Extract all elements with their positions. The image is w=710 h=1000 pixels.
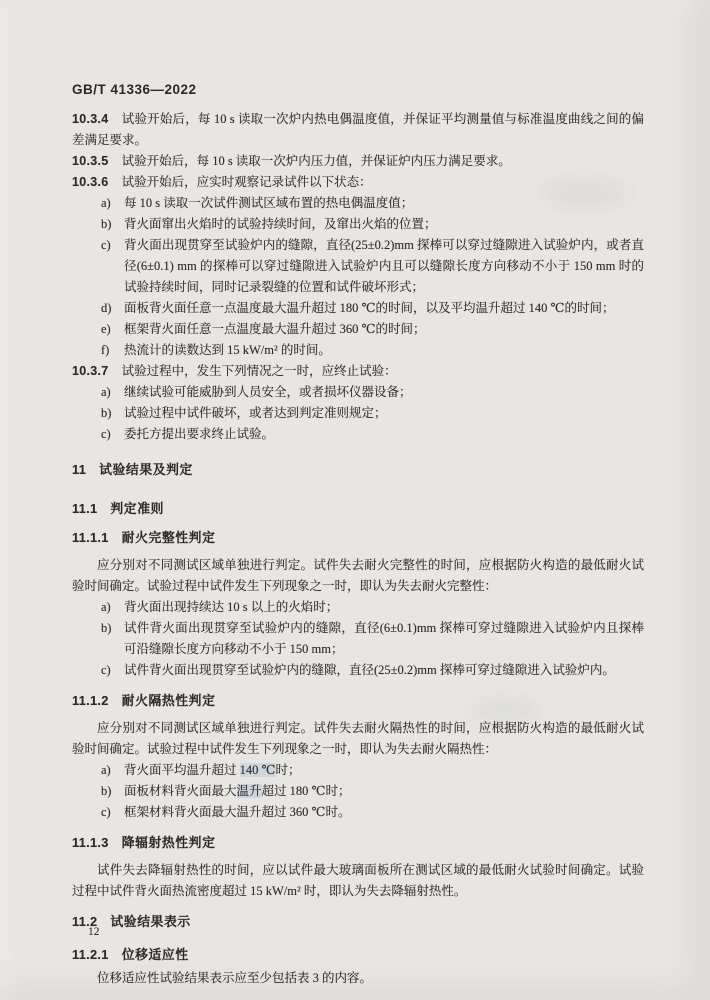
clause-number: 10.3.4 — [72, 112, 109, 126]
list-item — [72, 193, 644, 214]
item-label: e) — [101, 322, 111, 336]
section-heading-11-1-2 — [72, 690, 644, 711]
paragraph-11-1-2: 应分别对不同测试区域单独进行判定。试件失去耐火隔热性的时间，应根据防火构造的最低耐火试验时间确定。试验过程中试件发生下列现象之一时，即认为失去耐火隔热性： — [72, 721, 644, 756]
list-item — [72, 660, 644, 681]
item-text: 背火面窜出火焰时的试验持续时间，及窜出火焰的位置； — [124, 217, 437, 231]
item-text: 试验过程中试件破坏，或者达到判定准则规定； — [124, 406, 387, 420]
page-number: 12 — [88, 926, 100, 938]
list-item — [72, 340, 644, 361]
clause-10-3-6-list — [72, 193, 644, 361]
item-label: a) — [101, 196, 111, 210]
list-item — [72, 760, 644, 781]
item-label: b) — [101, 621, 112, 635]
list-item — [72, 235, 644, 298]
clause-10-3-4 — [72, 109, 644, 151]
heading-number: 11.1 — [72, 501, 98, 516]
item-label: a) — [101, 763, 111, 777]
item-text: 试件背火面出现贯穿至试验炉内的缝隙，直径(6±0.1)mm 探棒可穿过缝隙进入试验炉内且探棒可沿缝隙长度方向移动不小于 150 mm； — [124, 621, 644, 656]
item-label: c) — [101, 427, 111, 441]
item-text: 面板背火面任意一点温度最大温升超过 180 ℃的时间，以及平均温升超过 140 ℃的时间； — [124, 301, 615, 315]
heading-number: 11.2.1 — [72, 947, 109, 962]
item-text: 背火面平均温升超过 140 ℃时； — [124, 763, 301, 777]
heading-number: 11.1.1 — [72, 530, 109, 545]
item-text: 试件背火面出现贯穿至试验炉内的缝隙，直径(25±0.2)mm 探棒可穿过缝隙进入试验炉内。 — [124, 663, 615, 677]
list-item — [72, 802, 644, 823]
item-label: a) — [101, 385, 111, 399]
section-heading-11-2 — [72, 911, 644, 932]
list-item — [72, 403, 644, 424]
standard-code-header: GB/T 41336—2022 — [72, 82, 197, 97]
list-item — [72, 298, 644, 319]
heading-title: 试验结果表示 — [110, 914, 191, 929]
list-item — [72, 618, 644, 660]
list-item — [72, 781, 644, 802]
section-heading-11-1-1 — [72, 527, 644, 548]
heading-number: 11.1.2 — [72, 693, 109, 708]
item-text: 热流计的读数达到 15 kW/m² 的时间。 — [124, 343, 331, 357]
item-text: 面板材料背火面最大温升超过 180 ℃时； — [124, 784, 351, 798]
heading-title: 判定准则 — [110, 501, 164, 516]
item-label: f) — [101, 343, 110, 357]
section-heading-11 — [72, 459, 644, 480]
item-label: b) — [101, 784, 112, 798]
heading-title: 耐火隔热性判定 — [121, 693, 216, 708]
section-heading-11-2-1 — [72, 944, 644, 965]
heading-title: 降辐射热性判定 — [121, 835, 216, 850]
paragraph-11-2-1: 位移适应性试验结果表示应至少包括表 3 的内容。 — [97, 971, 373, 985]
clause-10-3-7-list — [72, 382, 644, 445]
clause-10-3-6 — [72, 172, 644, 193]
list-item — [72, 214, 644, 235]
item-text: 委托方提出要求终止试验。 — [124, 427, 275, 441]
list-item — [72, 597, 644, 618]
item-text: 框架背火面任意一点温度最大温升超过 360 ℃的时间； — [124, 322, 426, 336]
list-item — [72, 382, 644, 403]
highlight-mark: 140 ℃ — [239, 763, 276, 777]
heading-number: 11.2 — [72, 914, 98, 929]
heading-title: 试验结果及判定 — [99, 462, 193, 477]
list-11-1-1 — [72, 597, 644, 681]
item-text: 框架材料背火面最大温升超过 360 ℃时。 — [124, 805, 351, 819]
heading-number: 11 — [72, 462, 87, 477]
list-11-1-2 — [72, 760, 644, 823]
clause-number: 10.3.5 — [72, 154, 109, 168]
list-item — [72, 424, 644, 445]
item-label: c) — [101, 805, 111, 819]
clause-text: 试验过程中，发生下列情况之一时，应终止试验： — [121, 364, 397, 378]
heading-title: 耐火完整性判定 — [121, 530, 216, 545]
item-text: 继续试验可能威胁到人员安全，或者损坏仪器设备； — [124, 385, 412, 399]
item-text: 背火面出现贯穿至试验炉内的缝隙，直径(25±0.2)mm 探棒可以穿过缝隙进入试验炉内，或者直径(6±0.1) mm 的探棒可以穿过缝隙进入试验炉内且可以缝隙长度方向移动不小于 150 mm 时的试验持续时间，同时记录裂缝的位置和试件破坏形式； — [124, 238, 644, 294]
document-body — [72, 109, 644, 989]
list-item — [72, 319, 644, 340]
clause-number: 10.3.6 — [72, 175, 109, 189]
item-text: 每 10 s 读取一次试件测试区域布置的热电偶温度值； — [124, 196, 414, 210]
clause-10-3-7 — [72, 361, 644, 382]
section-heading-11-1 — [72, 498, 644, 519]
section-heading-11-1-3 — [72, 832, 644, 853]
clause-text: 试验开始后，每 10 s 读取一次炉内压力值，并保证炉内压力满足要求。 — [121, 154, 511, 168]
clause-text: 试验开始后，应实时观察记录试件以下状态： — [121, 175, 372, 189]
item-label: b) — [101, 217, 112, 231]
paragraph-11-1-1: 应分别对不同测试区域单独进行判定。试件失去耐火完整性的时间，应根据防火构造的最低耐火试验时间确定。试验过程中试件发生下列现象之一时，即认为失去耐火完整性： — [72, 558, 644, 593]
clause-text: 试验开始后，每 10 s 读取一次炉内热电偶温度值，并保证平均测量值与标准温度曲线之间的偏差满足要求。 — [72, 112, 644, 147]
item-label: b) — [101, 406, 112, 420]
item-label: c) — [101, 663, 111, 677]
highlight-mark: 温升 — [236, 784, 262, 798]
heading-number: 11.1.3 — [72, 835, 109, 850]
clause-10-3-5 — [72, 151, 644, 172]
item-label: d) — [101, 301, 112, 315]
heading-title: 位移适应性 — [121, 947, 189, 962]
paragraph-11-1-3: 试件失去降辐射热性的时间，应以试件最大玻璃面板所在测试区域的最低耐火试验时间确定。试验过程中试件背火面热流密度超过 15 kW/m² 时，即认为失去降辐射热性。 — [72, 863, 644, 898]
clause-number: 10.3.7 — [72, 364, 109, 378]
item-text: 背火面出现持续达 10 s 以上的火焰时； — [124, 600, 339, 614]
item-label: a) — [101, 600, 111, 614]
item-label: c) — [101, 238, 111, 252]
